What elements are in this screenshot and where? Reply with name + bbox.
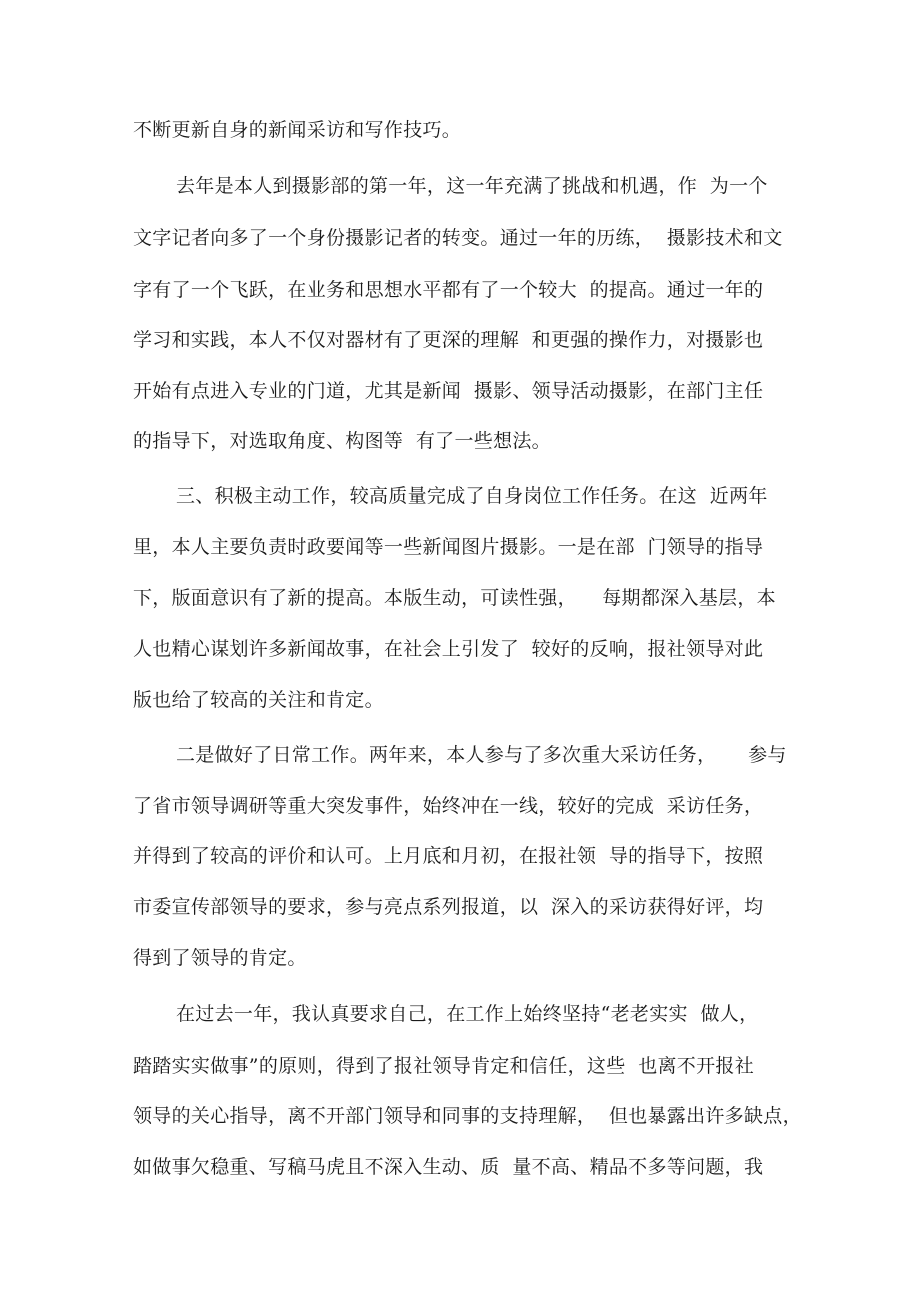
text-line: 了省市领导调研等重大突发事件，始终冲在一线，较好的完成 采访任务， [133, 795, 764, 817]
text-line: 下，版面意识有了新的提高。本版生动，可读性强， 每期都深入基层，本 [133, 587, 776, 609]
text-line: 字有了一个飞跃，在业务和思想水平都有了一个较大 的提高。通过一年的 [133, 279, 764, 301]
text-line: 里，本人主要负责时政要闻等一些新闻图片摄影。一是在部 门领导的指导 [133, 536, 764, 558]
text-line: 市委宣传部领导的要求，参与亮点系列报道，以 深入的采访获得好评，均 [133, 896, 764, 918]
text-line: 二是做好了日常工作。两年来，本人参与了多次重大采访任务， 参与 [176, 744, 787, 766]
text-line: 学习和实践，本人不仅对器材有了更深的理解 和更强的操作力，对摄影也 [133, 329, 764, 351]
text-line: 开始有点进入专业的门道，尤其是新闻 摄影、领导活动摄影，在部门主任 [133, 380, 764, 402]
text-line: 并得到了较高的评价和认可。上月底和月初，在报社领 导的指导下，按照 [133, 845, 764, 867]
text-line: 得到了领导的肯定。 [133, 947, 307, 969]
text-line: 踏踏实实做事”的原则，得到了报社领导肯定和信任，这些 也离不开报社 [133, 1055, 754, 1077]
text-line: 文字记者向多了一个身份摄影记者的转变。通过一年的历练， 摄影技术和文 [133, 227, 783, 249]
text-line: 三、积极主动工作，较高质量完成了自身岗位工作任务。在这 近两年 [176, 485, 768, 507]
text-line: 在过去一年，我认真要求自己，在工作上始终坚持“老老实实 做人， [176, 1003, 759, 1025]
text-line: 人也精心谋划许多新闻故事，在社会上引发了 较好的反响，报社领导对此 [133, 638, 764, 660]
text-line: 的指导下，对选取角度、构图等 有了一些想法。 [133, 430, 551, 452]
text-line: 不断更新自身的新闻采访和写作技巧。 [133, 119, 462, 141]
text-line: 去年是本人到摄影部的第一年，这一年充满了挑战和机遇，作 为一个 [176, 175, 768, 197]
text-line: 版也给了较高的关注和肯定。 [133, 689, 384, 711]
text-line: 如做事欠稳重、写稿马虎且不深入生动、质 量不高、精品不多等问题，我 [133, 1156, 764, 1178]
text-line: 领导的关心指导，离不开部门领导和同事的支持理解， 但也暴露出许多缺点， [133, 1105, 802, 1127]
